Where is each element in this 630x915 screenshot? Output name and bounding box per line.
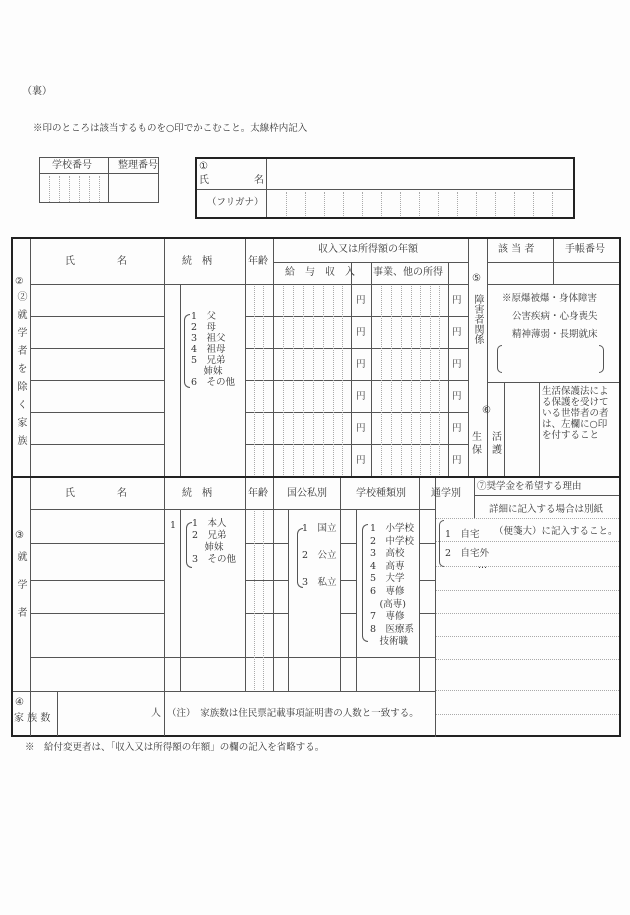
relation-option[interactable]: 2 兄弟 (192, 530, 227, 541)
name-label-1: 氏 (199, 175, 209, 186)
welfare-note-line: を付すること (542, 430, 600, 441)
relation-option[interactable]: 3 その他 (192, 554, 237, 565)
student-section-label: 就学者 (15, 551, 26, 635)
school-type-option[interactable]: 5 大学 (370, 573, 405, 585)
disability-section-label: 障害者関係 (472, 294, 483, 344)
footer-note: ※ 給付変更者は、「収入又は所得額の年額」の欄の記入を省略する。 (25, 742, 325, 753)
reference-number-input[interactable] (109, 174, 158, 202)
school-type-option[interactable]: 2 中学校 (370, 535, 415, 547)
student-section-number: ③ (15, 530, 24, 541)
name-input[interactable] (267, 159, 573, 189)
family-section-number: ② (15, 276, 24, 287)
disability-section-number: ⑤ (472, 273, 481, 284)
yen-label: 円 (452, 455, 462, 466)
yen-label: 円 (452, 327, 462, 338)
relation-option[interactable]: 4 祖母 (191, 344, 226, 355)
disability-option[interactable]: ※原爆被爆・身体障害 (502, 293, 598, 304)
school-type-option[interactable]: 4 高専 (370, 560, 405, 572)
yen-label: 円 (356, 423, 366, 434)
welfare-note-line: る保護を受けて (542, 397, 609, 408)
scholarship-reason-title: ⑦奨学金を希望する理由 (477, 481, 582, 492)
student-relation-options (192, 518, 236, 566)
family-name-input[interactable] (31, 349, 164, 380)
family-header-relation: 続 柄 (182, 256, 212, 267)
student-header-name-2: 名 (117, 488, 127, 499)
scholarship-note-line-2: （便箋大）に記入すること。 (494, 526, 618, 537)
yen-label: 円 (356, 327, 366, 338)
family-header-name-1: 氏 (65, 256, 75, 267)
scholarship-note-line-1: 詳細に記入する場合は別紙 (489, 504, 604, 515)
commute-brace-icon (439, 520, 444, 567)
right-brace-icon (599, 345, 604, 373)
school-type-option[interactable]: 1 小学校 (370, 523, 415, 534)
name-section-number: ① (199, 161, 208, 172)
public-private-option[interactable]: 1 国立 (302, 523, 337, 534)
yen-label: 円 (452, 391, 462, 402)
furigana-label: （フリガナ） (207, 197, 264, 208)
student-name-input[interactable] (31, 614, 164, 657)
school-type-brace-icon (362, 524, 368, 642)
relation-option[interactable]: 2 母 (191, 322, 217, 333)
relation-option[interactable]: 姉妹 (192, 542, 224, 553)
school-type-option: (高専) (370, 598, 406, 610)
student-name-input[interactable] (31, 581, 164, 613)
yen-label: 円 (452, 295, 462, 306)
yen-label: 円 (452, 423, 462, 434)
family-header-age: 年齢 (248, 256, 268, 267)
relation-brace-icon (184, 314, 190, 388)
name-label-2: 名 (254, 175, 264, 186)
reference-number-label: 整理番号 (118, 160, 158, 171)
applicable-header: 該 当 者 (498, 244, 535, 255)
family-count-label: 家 族 数 (14, 713, 51, 724)
relation-option[interactable]: 6 その他 (191, 377, 236, 388)
school-type-option: 技術職 (370, 636, 409, 648)
school-number-input[interactable] (40, 174, 108, 202)
school-type-options (370, 523, 414, 649)
family-name-input[interactable] (31, 413, 164, 444)
instruction-text: ※印のところは該当するものを○印でかこむこと。太線枠内記入 (33, 123, 308, 134)
family-header-salary: 給 与 収 入 (285, 267, 355, 278)
welfare-section-number: ⑥ (482, 405, 491, 416)
school-type-option[interactable]: 3 高校 (370, 548, 405, 560)
disability-option[interactable]: 公害疾病・心身喪失 (512, 311, 598, 322)
student-header-name-1: 氏 (65, 488, 75, 499)
school-number-label: 学校番号 (52, 160, 92, 171)
disability-option[interactable]: 精神薄弱・長期就床 (512, 329, 598, 340)
commute-option[interactable]: 1 自宅 (445, 529, 480, 540)
student-name-input[interactable] (31, 658, 164, 691)
public-private-option[interactable]: 2 公立 (302, 550, 337, 561)
relation-option[interactable]: 1 父 (191, 311, 217, 322)
school-type-option[interactable]: 7 専修 (370, 611, 405, 623)
school-type-option[interactable]: 6 専修 (370, 585, 405, 597)
student-header-school-type: 学校種類別 (356, 488, 406, 499)
scholarship-ellipsis: … (478, 561, 487, 571)
public-private-option[interactable]: 3 私立 (302, 577, 337, 588)
welfare-label-2: 保 護 (472, 445, 502, 456)
welfare-mark-input[interactable] (505, 383, 539, 476)
student-name-input[interactable] (31, 510, 164, 543)
family-name-input[interactable] (31, 285, 164, 316)
relation-option[interactable]: 5 兄弟 (191, 355, 226, 366)
relation-option[interactable]: 3 祖父 (191, 333, 226, 344)
family-section-label: ②就学者を除く家族 (15, 291, 26, 453)
family-header-name-2: 名 (117, 256, 127, 267)
relation-option[interactable]: 姉妹 (191, 366, 223, 377)
notebook-number-input[interactable] (554, 263, 619, 284)
yen-label: 円 (356, 359, 366, 370)
welfare-label-1: 生 活 (472, 432, 502, 443)
yen-label: 円 (452, 359, 462, 370)
commute-option[interactable]: 2 自宅外 (445, 548, 490, 559)
applicable-input[interactable] (488, 263, 553, 284)
welfare-note (542, 386, 609, 441)
yen-label: 円 (356, 295, 366, 306)
left-brace-icon (497, 345, 502, 373)
student-header-age: 年齢 (248, 488, 268, 499)
relation-option[interactable]: 1 本人 (192, 518, 227, 529)
student-header-commute: 通学別 (431, 488, 461, 499)
family-name-input[interactable] (31, 381, 164, 412)
family-count-input[interactable] (58, 693, 150, 736)
student-header-public-private: 国公私別 (287, 488, 327, 499)
welfare-note-line: は、左欄に○印 (542, 419, 608, 430)
family-count-unit: 人 (151, 708, 161, 719)
student-name-input[interactable] (31, 544, 164, 580)
family-count-note: （注） 家族数は住民票記載事項証明書の人数と一致する。 (167, 708, 419, 719)
family-header-income: 収入又は所得額の年額 (318, 244, 418, 255)
yen-label: 円 (356, 391, 366, 402)
family-header-business: 事業、他の所得 (373, 267, 443, 278)
furigana-input[interactable] (267, 190, 573, 217)
welfare-note-line: いる世帯者の者 (542, 408, 609, 419)
family-count-number: ④ (15, 697, 24, 708)
yen-label: 円 (356, 455, 366, 466)
welfare-note-line: 生活保護法によ (542, 386, 609, 397)
scholarship-reason-input[interactable] (436, 567, 619, 735)
school-type-option[interactable]: 8 医療系 (370, 623, 415, 635)
family-relation-options (191, 311, 235, 388)
student-header-relation: 続 柄 (182, 488, 212, 499)
family-name-input[interactable] (31, 445, 164, 476)
family-name-input[interactable] (31, 317, 164, 348)
side-label: （裏） (22, 86, 52, 97)
first-row-marker: 1 (170, 520, 177, 531)
notebook-number-header: 手帳番号 (565, 244, 605, 255)
